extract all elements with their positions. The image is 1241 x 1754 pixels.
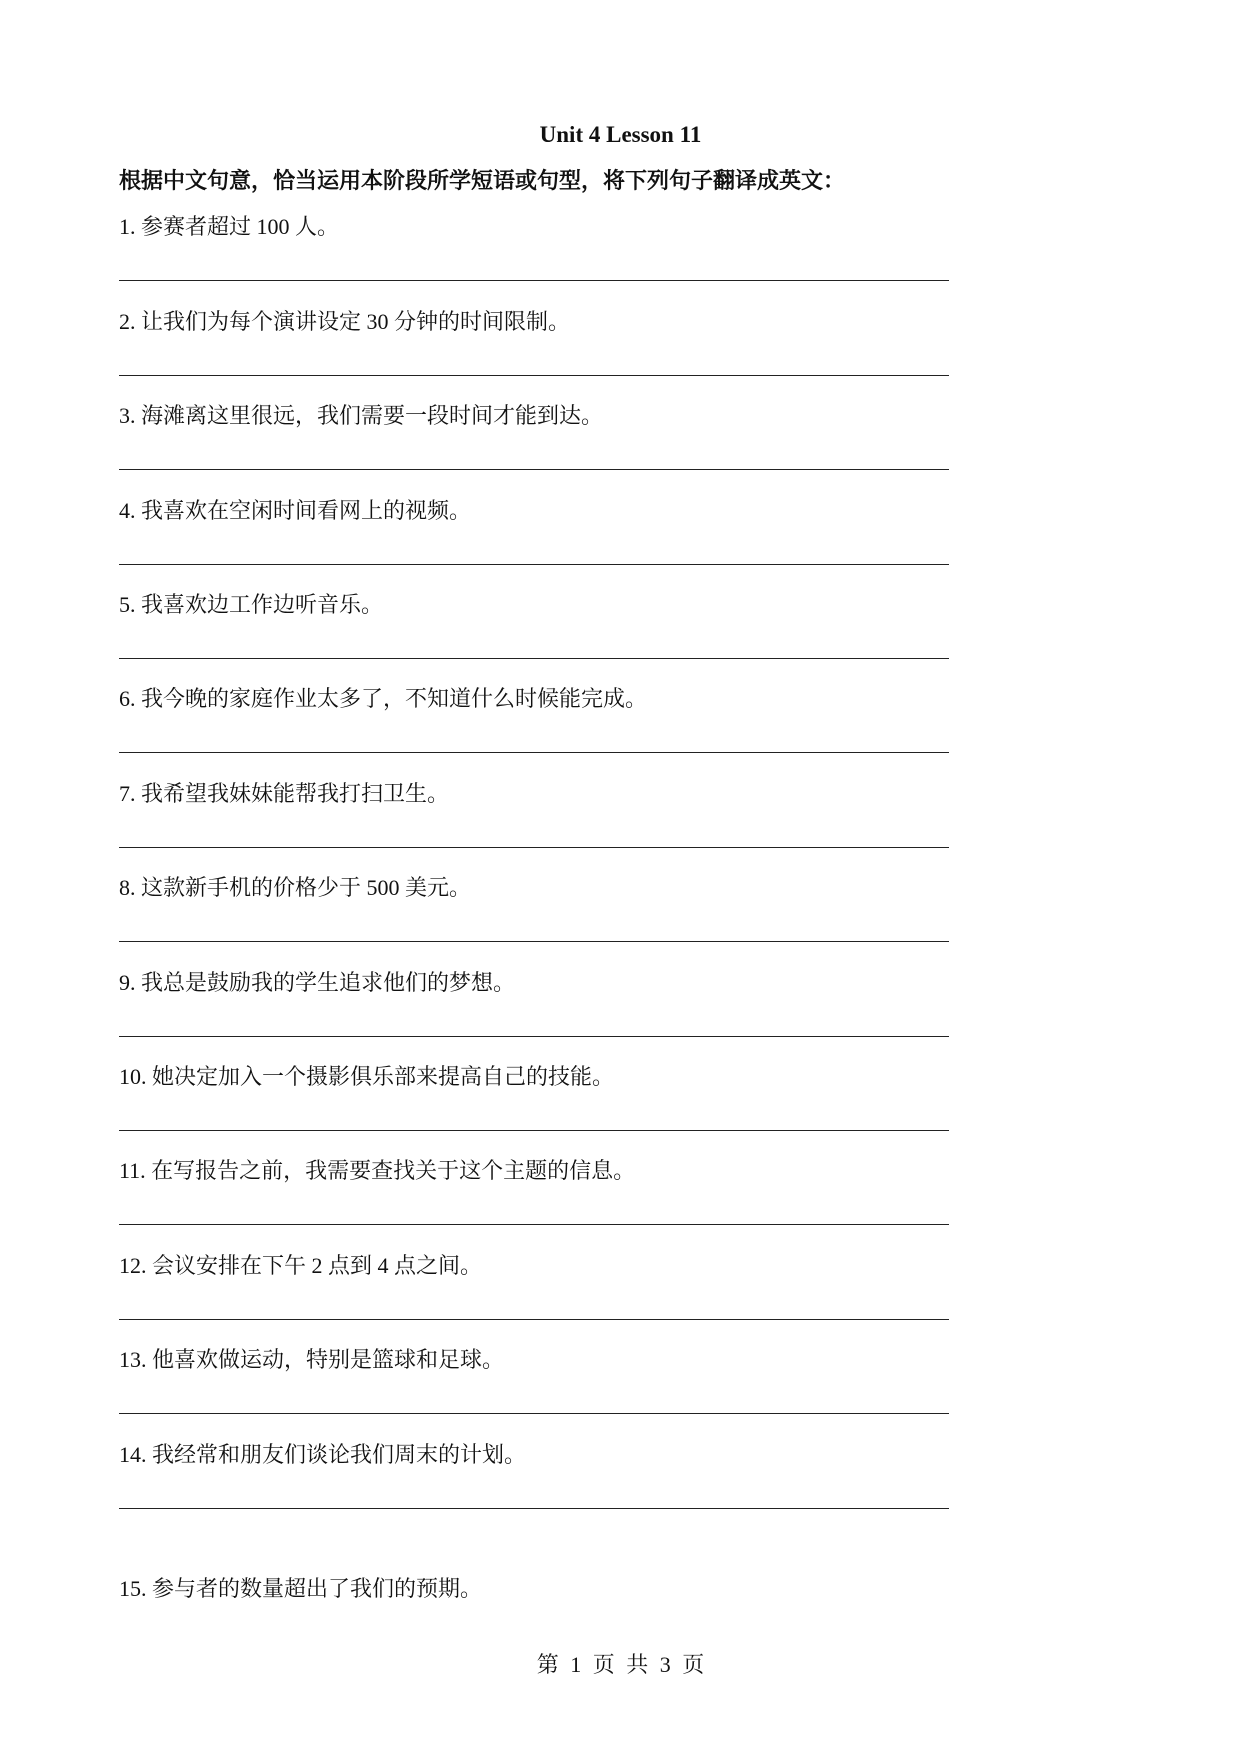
answer-line	[119, 1319, 949, 1320]
answer-line	[119, 280, 949, 281]
answer-line	[119, 941, 949, 942]
question-text: 2. 让我们为每个演讲设定 30 分钟的时间限制。	[119, 309, 571, 334]
question-item	[119, 212, 949, 242]
question-item	[119, 1156, 949, 1186]
answer-line	[119, 564, 949, 565]
answer-line	[119, 658, 949, 659]
question-text: 6. 我今晚的家庭作业太多了，不知道什么时候能完成。	[119, 686, 648, 711]
page-title: Unit 4 Lesson 11	[539, 122, 702, 147]
question-item	[119, 590, 949, 620]
answer-line	[119, 1130, 949, 1131]
question-item	[119, 873, 949, 903]
question-item	[119, 1440, 949, 1470]
answer-line	[119, 1036, 949, 1037]
answer-line	[119, 1224, 949, 1225]
question-text: 7. 我希望我妹妹能帮我打扫卫生。	[119, 781, 450, 806]
question-text: 12. 会议安排在下午 2 点到 4 点之间。	[119, 1253, 483, 1278]
question-item	[119, 496, 949, 526]
question-text: 8. 这款新手机的价格少于 500 美元。	[119, 875, 472, 900]
answer-line	[119, 375, 949, 376]
question-item	[119, 1345, 949, 1375]
answer-line	[119, 1508, 949, 1509]
question-item	[119, 1251, 949, 1281]
question-text: 11. 在写报告之前，我需要查找关于这个主题的信息。	[119, 1158, 636, 1183]
question-text: 5. 我喜欢边工作边听音乐。	[119, 592, 384, 617]
question-text: 13. 他喜欢做运动，特别是篮球和足球。	[119, 1347, 505, 1372]
question-text: 15. 参与者的数量超出了我们的预期。	[119, 1576, 483, 1601]
question-text: 1. 参赛者超过 100 人。	[119, 214, 340, 239]
question-text: 4. 我喜欢在空闲时间看网上的视频。	[119, 498, 472, 523]
question-item	[119, 684, 949, 714]
question-item	[119, 307, 949, 337]
question-item	[119, 968, 949, 998]
question-text: 9. 我总是鼓励我的学生追求他们的梦想。	[119, 970, 516, 995]
question-item	[119, 779, 949, 809]
question-text: 14. 我经常和朋友们谈论我们周末的计划。	[119, 1442, 527, 1467]
instruction-text: 根据中文句意，恰当运用本阶段所学短语或句型，将下列句子翻译成英文：	[119, 168, 846, 193]
question-item	[119, 1062, 949, 1092]
question-text: 3. 海滩离这里很远，我们需要一段时间才能到达。	[119, 403, 604, 428]
page-number-footer: 第 1 页 共 3 页	[536, 1652, 705, 1677]
answer-line	[119, 847, 949, 848]
question-text: 10. 她决定加入一个摄影俱乐部来提高自己的技能。	[119, 1064, 615, 1089]
question-item	[119, 1574, 949, 1604]
answer-line	[119, 469, 949, 470]
question-item	[119, 401, 949, 431]
answer-line	[119, 752, 949, 753]
answer-line	[119, 1413, 949, 1414]
